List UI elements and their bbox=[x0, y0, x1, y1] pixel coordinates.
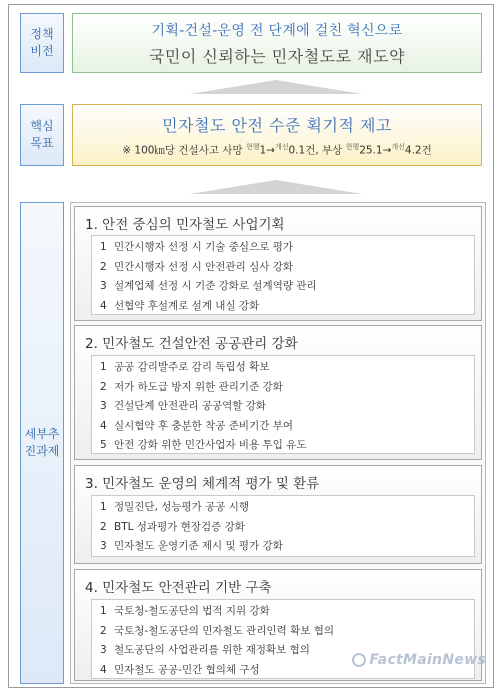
goal-val-4: 4.2건 bbox=[404, 144, 432, 157]
up-arrow-shape bbox=[190, 180, 362, 194]
vision-line1: 기획-건설-운영 전 단계에 걸친 혁신으로 bbox=[151, 22, 403, 39]
list-item: 2 민간시행자 선정 시 안전관리 심사 강화 bbox=[100, 260, 293, 273]
vision-box bbox=[72, 13, 482, 73]
detail-label bbox=[20, 202, 64, 684]
globe-icon bbox=[352, 653, 366, 667]
list-item: 3 건설단계 안전관리 공공역할 강화 bbox=[100, 400, 267, 412]
goal-val-2: 0.1건, 부상 bbox=[288, 144, 343, 157]
task-section bbox=[74, 206, 482, 321]
section-title: 3. 민자철도 운영의 체계적 평가 및 환류 bbox=[85, 476, 320, 492]
detail-label-line2: 진과제 bbox=[24, 444, 60, 458]
section-title: 4. 민자철도 안전관리 기반 구축 bbox=[85, 580, 272, 596]
list-item: 2 저가 하도급 방지 위한 관리기준 강화 bbox=[100, 380, 283, 393]
up-arrow-shape bbox=[190, 80, 362, 94]
task-section bbox=[74, 465, 482, 564]
goal-label-line1: 핵심 bbox=[30, 119, 54, 133]
goal-val-1: 1→ bbox=[259, 144, 275, 157]
detail-label-line1: 세부추 bbox=[24, 427, 60, 441]
list-item: 4 선협약 후설계로 설계 내실 강화 bbox=[100, 299, 260, 312]
task-list bbox=[91, 235, 475, 315]
goal-subtitle bbox=[122, 142, 432, 158]
task-section bbox=[74, 325, 482, 460]
task-list bbox=[91, 495, 475, 557]
list-item: 2 BTL 성과평가 현장검증 강화 bbox=[100, 520, 245, 533]
task-list bbox=[91, 355, 475, 454]
list-item: 3 설계업체 선정 시 기준 강화로 설계역량 관리 bbox=[100, 280, 317, 292]
list-item: 1 정밀진단, 성능평가 공공 시행 bbox=[100, 501, 250, 513]
goal-label-line2: 목표 bbox=[30, 136, 54, 150]
list-item: 4 실시협약 후 충분한 착공 준비기간 부여 bbox=[100, 419, 293, 432]
goal-sup-improved-2: 개선 bbox=[391, 142, 405, 151]
list-item: 1 국토청-철도공단의 법적 지위 강화 bbox=[100, 605, 270, 617]
list-item: 1 공공 감리발주로 감리 독립성 확보 bbox=[100, 361, 270, 373]
list-item: 1 민간시행자 선정 시 기술 중심으로 평가 bbox=[100, 241, 293, 253]
goal-val-3: 25.1→ bbox=[359, 144, 392, 157]
watermark-text: FactMainNews bbox=[369, 652, 486, 668]
list-item: 4 민자철도 공공-민간 협의체 구성 bbox=[100, 663, 260, 676]
goal-title: 민자철도 안전 수준 획기적 제고 bbox=[162, 115, 392, 135]
vision-label-line1: 정책 bbox=[30, 27, 54, 41]
goal-sup-current: 현행 bbox=[245, 142, 260, 151]
vision-label-line2: 비전 bbox=[30, 44, 54, 58]
section-title: 2. 민자철도 건설안전 공공관리 강화 bbox=[85, 336, 298, 352]
section-title: 1. 안전 중심의 민자철도 사업기획 bbox=[85, 217, 285, 233]
goal-label bbox=[20, 104, 64, 166]
goal-sup-improved: 개선 bbox=[274, 142, 289, 151]
list-item: 5 안전 강화 위한 민간사업자 비용 투입 유도 bbox=[100, 439, 307, 451]
goal-box bbox=[72, 104, 482, 166]
list-item: 3 철도공단의 사업관리를 위한 재정확보 협의 bbox=[100, 644, 310, 656]
vision-line2: 국민이 신뢰하는 민자철도로 재도약 bbox=[148, 46, 406, 66]
list-item: 2 국토청-철도공단의 민자철도 관리인력 확보 협의 bbox=[100, 624, 334, 637]
list-item: 3 민자철도 운영기준 제시 및 평가 강화 bbox=[100, 540, 283, 552]
goal-sup-current-2: 현행 bbox=[345, 142, 360, 151]
goal-sub-prefix: ※ 100㎞당 건설사고 사망 bbox=[122, 144, 243, 157]
vision-label bbox=[20, 13, 64, 73]
detail-tasks-panel bbox=[70, 202, 486, 684]
watermark bbox=[352, 652, 486, 668]
